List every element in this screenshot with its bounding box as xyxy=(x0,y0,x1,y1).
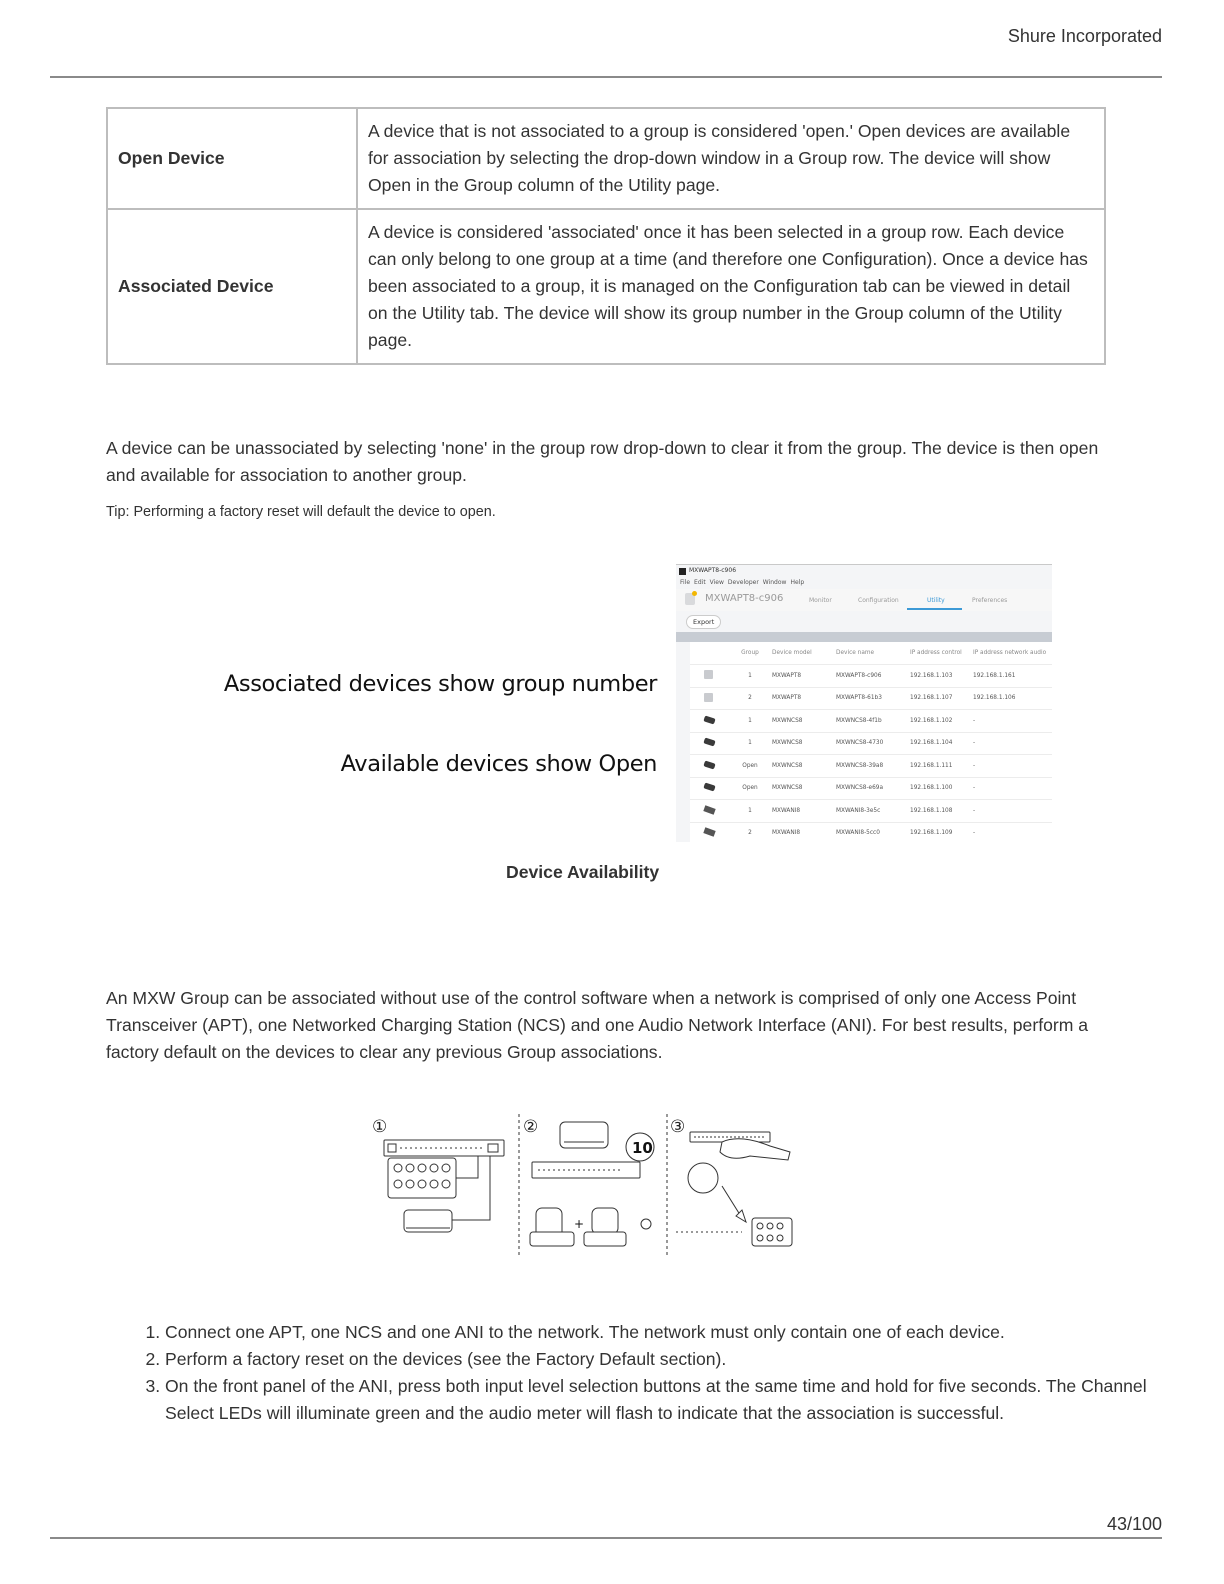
device-icon-cell xyxy=(690,755,730,778)
model-cell: MXWNCS8 xyxy=(770,755,834,778)
ani-front-panel-icon xyxy=(676,1132,792,1246)
plus-sign: + xyxy=(574,1217,585,1231)
table-row[interactable] xyxy=(690,732,1052,755)
name-cell: MXWNCS8-4f1b xyxy=(834,710,908,733)
apt-ncs-ani-connected-icon xyxy=(384,1140,504,1232)
association-illustration xyxy=(370,1112,800,1260)
menu-developer[interactable]: Developer xyxy=(727,579,759,586)
step-marker-2: ② xyxy=(523,1117,539,1137)
name-cell: MXWNCS8-39a8 xyxy=(834,755,908,778)
menu-edit[interactable]: Edit xyxy=(694,579,706,586)
ip-control-cell: 192.168.1.100 xyxy=(908,777,971,800)
group-cell: 1 xyxy=(730,732,770,755)
description-open-device: A device that is not associated to a group is considered 'open.' Open devices are available for association by selecting the drop-down window in a Group row. The device will show Open in the Group column of the Utility page. xyxy=(357,108,1105,209)
col-device-name[interactable]: Device name xyxy=(836,650,875,656)
tab-configuration[interactable]: Configuration xyxy=(858,597,899,604)
menu-file[interactable]: File xyxy=(680,579,691,586)
device-table xyxy=(690,642,1052,842)
device-icon-cell xyxy=(690,710,730,733)
menu-bar xyxy=(680,579,808,586)
col-icon xyxy=(690,642,730,665)
mxw-group-paragraph: An MXW Group can be associated without use of the control software when a network is comprised of only one Access Point Transceiver (APT), one Networked Charging Station (NCS) and one Audio Network Interface (ANI). For best results, perform a factory default on the devices to clear any previous Group associations. xyxy=(106,988,1089,1062)
ani-device-icon xyxy=(703,805,715,814)
name-cell: MXWNCS8-e69a xyxy=(834,777,908,800)
table-row[interactable] xyxy=(690,665,1052,688)
callout-associated: Associated devices show group number xyxy=(223,671,657,697)
name-cell: MXWAPT8-61b3 xyxy=(834,687,908,710)
ani-device-icon xyxy=(703,828,715,837)
ncs-device-icon xyxy=(703,715,715,724)
model-cell: MXWAPT8 xyxy=(770,665,834,688)
window-title: MXWAPT8-c906 xyxy=(689,567,737,574)
device-icon-cell xyxy=(690,665,730,688)
window-titlebar xyxy=(676,567,1052,577)
table-row[interactable] xyxy=(690,710,1052,733)
group-cell: 1 xyxy=(730,710,770,733)
name-cell: MXWANI8-3e5c xyxy=(834,800,908,823)
ip-audio-cell: - xyxy=(971,822,1052,842)
name-cell: MXWNCS8-4730 xyxy=(834,732,908,755)
table-row[interactable] xyxy=(690,800,1052,823)
table-row xyxy=(107,108,1105,209)
callout-available: Available devices show Open xyxy=(340,751,657,777)
ip-audio-cell: - xyxy=(971,777,1052,800)
ip-control-cell: 192.168.1.108 xyxy=(908,800,971,823)
ip-audio-cell: 192.168.1.106 xyxy=(971,687,1052,710)
device-header xyxy=(676,589,1052,611)
ip-audio-cell: - xyxy=(971,755,1052,778)
col-group[interactable]: Group xyxy=(741,650,759,656)
tip-text: Tip: Performing a factory reset will default the device to open. xyxy=(106,504,496,520)
ip-audio-cell: - xyxy=(971,710,1052,733)
device-name: MXWAPT8-c906 xyxy=(705,593,784,604)
page-number: 43/100 xyxy=(1106,1514,1162,1534)
device-icon xyxy=(685,593,695,605)
app-icon xyxy=(679,568,686,575)
ncs-device-icon xyxy=(703,738,715,747)
description-associated-device: A device is considered 'associated' once it has been selected in a group row. Each device can only belong to one group at a time (and therefore one Configuration). Once a device has been associated to a group, it is managed on the Configuration tab can be viewed in detail on the Utility tab. The device will show its group number in the Group column of the Utility page. xyxy=(357,209,1105,364)
footer-rule xyxy=(50,1537,1162,1539)
step-marker-1: ① xyxy=(372,1117,388,1137)
ip-control-cell: 192.168.1.107 xyxy=(908,687,971,710)
ip-control-cell: 192.168.1.111 xyxy=(908,755,971,778)
col-ip-audio[interactable]: IP address network audio xyxy=(973,650,1047,656)
model-cell: MXWANI8 xyxy=(770,822,834,842)
apt-device-icon xyxy=(704,693,713,702)
list-item: 1. Connect one APT, one NCS and one ANI to the network. The network must only contain one of each device. xyxy=(165,1319,1165,1346)
tab-monitor[interactable]: Monitor xyxy=(809,597,832,604)
table-row xyxy=(107,209,1105,364)
unassociate-paragraph: A device can be unassociated by selecting 'none' in the group row drop-down to clear it from the group. The device is then open and available for association to another group. xyxy=(106,438,1099,485)
term-open-device: Open Device xyxy=(107,108,357,209)
device-icon-cell xyxy=(690,732,730,755)
apt-device-icon xyxy=(704,670,713,679)
countdown-10: 10 xyxy=(632,1139,653,1157)
group-cell: 2 xyxy=(730,822,770,842)
toolbar-divider xyxy=(676,632,1052,642)
name-cell: MXWAPT8-c906 xyxy=(834,665,908,688)
company-name: Shure Incorporated xyxy=(1007,26,1162,46)
figure-caption: Device Availability xyxy=(506,862,660,882)
active-tab-indicator xyxy=(907,608,962,610)
model-cell: MXWNCS8 xyxy=(770,777,834,800)
model-cell: MXWAPT8 xyxy=(770,687,834,710)
model-cell: MXWNCS8 xyxy=(770,732,834,755)
group-cell: 2 xyxy=(730,687,770,710)
group-cell: Open xyxy=(730,755,770,778)
table-row[interactable] xyxy=(690,755,1052,778)
ip-audio-cell: 192.168.1.161 xyxy=(971,665,1052,688)
menu-view[interactable]: View xyxy=(709,579,724,586)
ncs-device-icon xyxy=(703,760,715,769)
ncs-device-icon xyxy=(703,783,715,792)
table-row[interactable] xyxy=(690,777,1052,800)
col-device-model[interactable]: Device model xyxy=(772,650,812,656)
ip-audio-cell: - xyxy=(971,732,1052,755)
list-item: 2. Perform a factory reset on the devices (see the Factory Default section). xyxy=(165,1346,1165,1373)
utility-screenshot xyxy=(676,564,1052,842)
model-cell: MXWANI8 xyxy=(770,800,834,823)
list-item: 3. On the front panel of the ANI, press both input level selection buttons at the same time and hold for five seconds. The Channel Select LEDs will illuminate green and the audio meter will flash to indicate that the association is successful. xyxy=(165,1373,1165,1427)
device-icon-cell xyxy=(690,800,730,823)
tab-utility[interactable]: Utility xyxy=(927,597,945,604)
ip-control-cell: 192.168.1.102 xyxy=(908,710,971,733)
ip-audio-cell: - xyxy=(971,800,1052,823)
term-associated-device: Associated Device xyxy=(107,209,357,364)
group-cell: 1 xyxy=(730,665,770,688)
menu-window[interactable]: Window xyxy=(762,579,787,586)
tab-preferences[interactable]: Preferences xyxy=(972,597,1008,604)
table-row[interactable] xyxy=(690,687,1052,710)
name-cell: MXWANI8-5cc0 xyxy=(834,822,908,842)
device-icon-cell xyxy=(690,777,730,800)
ip-control-cell: 192.168.1.103 xyxy=(908,665,971,688)
table-header-row xyxy=(690,642,1052,665)
device-icon-cell xyxy=(690,687,730,710)
association-steps xyxy=(106,1319,1165,1427)
model-cell: MXWNCS8 xyxy=(770,710,834,733)
menu-help[interactable]: Help xyxy=(790,579,805,586)
definitions-table xyxy=(106,107,1106,365)
group-cell: 1 xyxy=(730,800,770,823)
export-button[interactable]: Export xyxy=(686,615,721,629)
ip-control-cell: 192.168.1.104 xyxy=(908,732,971,755)
table-row[interactable] xyxy=(690,822,1052,842)
header-rule xyxy=(50,76,1162,78)
group-cell: Open xyxy=(730,777,770,800)
device-icon-cell xyxy=(690,822,730,842)
step-marker-3: ③ xyxy=(670,1117,686,1137)
device-table-area xyxy=(690,642,1052,842)
ip-control-cell: 192.168.1.109 xyxy=(908,822,971,842)
col-ip-control[interactable]: IP address control xyxy=(910,650,962,656)
